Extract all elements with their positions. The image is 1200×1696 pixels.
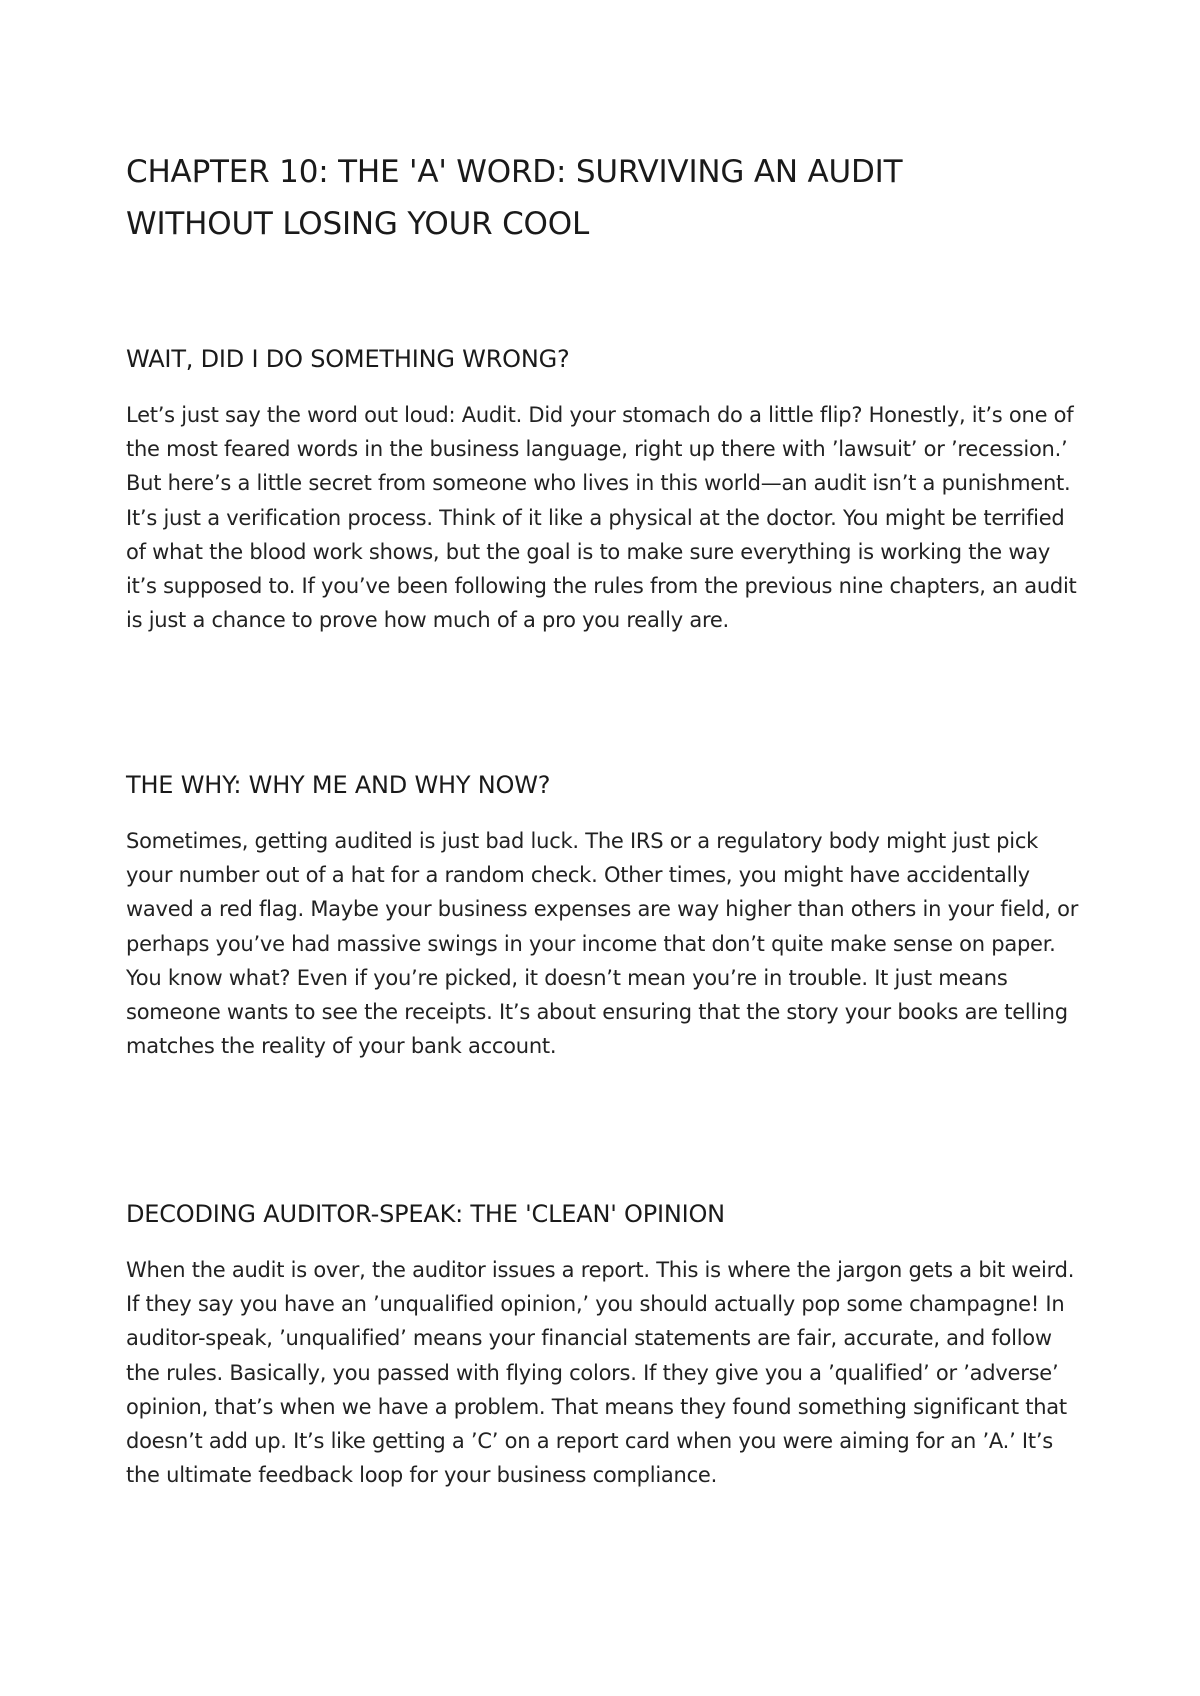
- section-heading: WAIT, DID I DO SOMETHING WRONG?: [126, 345, 570, 373]
- section-wait-did-i-do-something-wrong: [126, 342, 1086, 637]
- section-heading: DECODING AUDITOR-SPEAK: THE 'CLEAN' OPINION: [126, 1200, 725, 1228]
- section-heading: THE WHY: WHY ME AND WHY NOW?: [126, 771, 551, 799]
- section-paragraph: Let’s just say the word out loud: Audit. Did your stomach do a little flip? Honestly, it’s one of the most feared words in the business language, right up there with ’lawsuit’ or ’recession.’ But here’s a little secret from someone who lives in this world—an audit isn’t a punishment. It’s just a verification process. Think of it like a physical at the doctor. You might be terrified of what the blood work shows, but the goal is to make sure everything is working the way it’s supposed to. If you’ve been following the rules from the previous nine chapters, an audit is just a chance to prove how much of a pro you really are.: [126, 403, 1077, 633]
- section-the-why: [126, 768, 1086, 1063]
- section-decoding-auditor-speak: [126, 1197, 1086, 1492]
- section-paragraph: When the audit is over, the auditor issues a report. This is where the jargon gets a bit weird. If they say you have an ’unqualified opinion,’ you should actually pop some champagne! In auditor-speak, ’unqualified’ means your financial statements are fair, accurate, and follow the rules. Basically, you passed with flying colors. If they give you a ’qualified’ or ’adverse’ opinion, that’s when we have a problem. That means they found something significant that doesn’t add up. It’s like getting a ’C’ on a report card when you were aiming for an ’A.’ It’s the ultimate feedback loop for your business compliance.: [126, 1258, 1075, 1488]
- section-paragraph: Sometimes, getting audited is just bad luck. The IRS or a regulatory body might just pick your number out of a hat for a random check. Other times, you might have accidentally waved a red flag. Maybe your business expenses are way higher than others in your field, or perhaps you’ve had massive swings in your income that don’t quite make sense on paper. You know what? Even if you’re picked, it doesn’t mean you’re in trouble. It just means someone wants to see the receipts. It’s about ensuring that the story your books are telling matches the reality of your bank account.: [126, 829, 1079, 1059]
- chapter-title: CHAPTER 10: THE 'A' WORD: SURVIVING AN AUDIT WITHOUT LOSING YOUR COOL: [126, 154, 903, 242]
